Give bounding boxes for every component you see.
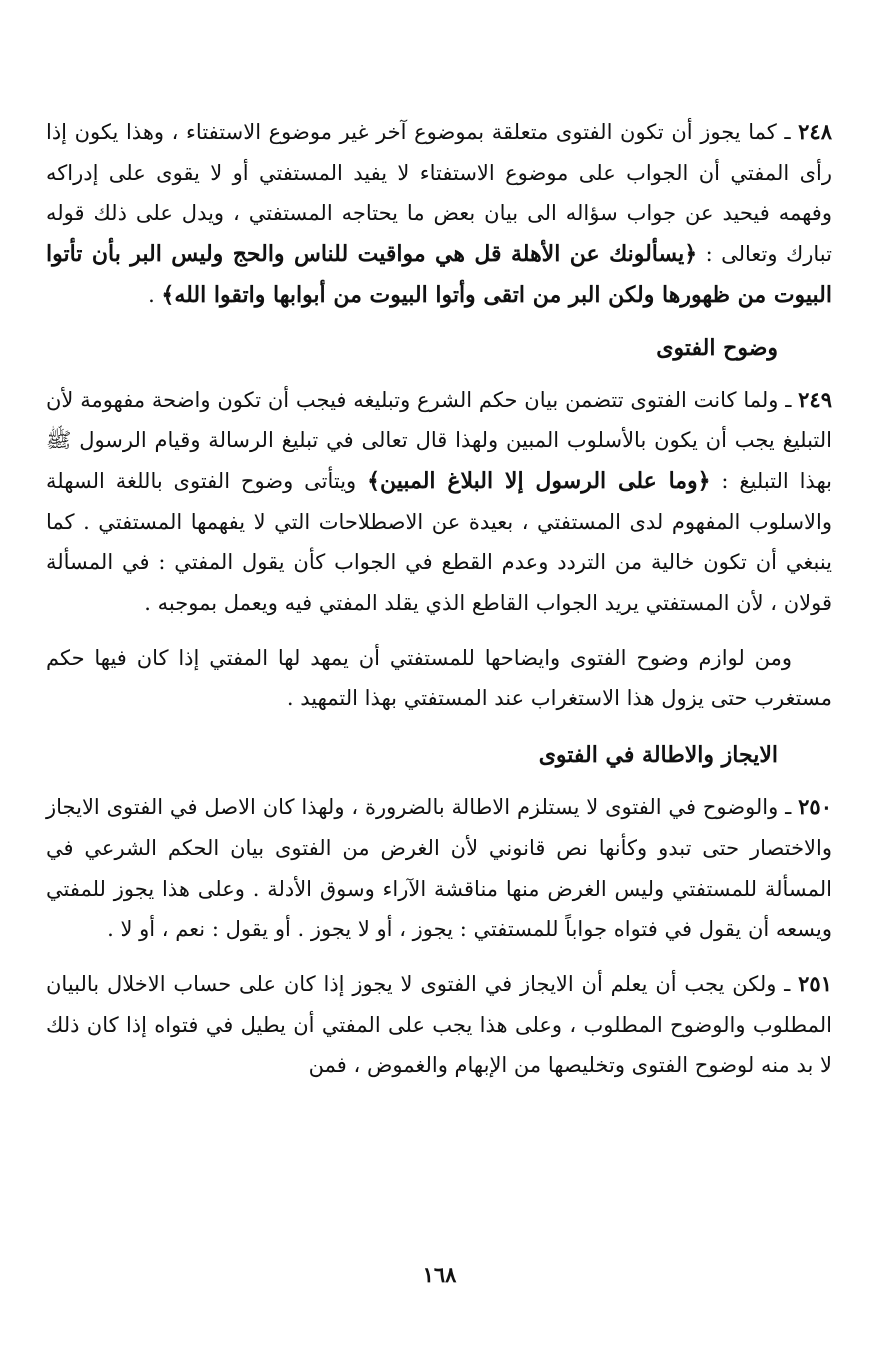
page-body — [46, 112, 832, 1086]
paragraph-248 — [46, 112, 832, 316]
paragraph-number: ٢٤٩ — [798, 386, 832, 412]
paragraph-number: ٢٥٠ — [798, 794, 832, 820]
page-number: ١٦٨ — [422, 1262, 457, 1287]
paragraph-249 — [46, 380, 832, 624]
paragraph-text: ـ ولما كانت الفتوى تتضمن بيان حكم الشرع وتبليغه فيجب أن تكون واضحة مفهومة لأن التبليغ يجب أن يكون بالأسلوب المبين ولهذا قال تعالى في تبليغ الرسالة وقيام الرسول ﷺ بهذا التبليغ : — [46, 387, 832, 493]
section-heading-clarity: وضوح الفتوى — [656, 334, 778, 361]
paragraph-number: ٢٤٨ — [798, 119, 832, 144]
paragraph-text: ـ كما يجوز أن تكون الفتوى متعلقة بموضوع آخر غير موضوع الاستفتاء ، وهذا يكون إذا رأى المفتي أن الجواب على موضوع الاستفتاء لا يفيد المستفتي أو لا يقوى على إدراكه وفهمه فيحيد عن جواب سؤاله الى بيان بعض ما يحتاجه المستفتي ، ويدل على ذلك قوله تبارك وتعالى : — [46, 120, 832, 267]
paragraph-end: . — [148, 282, 162, 307]
paragraph-text: ـ ولكن يجب أن يعلم أن الايجاز في الفتوى لا يجوز إذا كان على حساب الاخلال بالبيان المطلوب والوضوح المطلوب ، وعلى هذا يجب على المفتي أن يطيل في فتواه إذا كان ذلك لا بد منه لوضوح الفتوى وتخليصها من الإبهام والغموض ، فمن — [46, 971, 832, 1078]
paragraph-249-continued: ومن لوازم وضوح الفتوى وايضاحها للمستفتي أن يمهد لها المفتي إذا كان فيها حكم مستغرب حتى يزول هذا الاستغراب عند المستفتي بهذا التمهيد . — [46, 645, 832, 711]
paragraph-text: ـ والوضوح في الفتوى لا يستلزم الاطالة بالضرورة ، ولهذا كان الاصل في الفتوى الايجاز والاختصار حتى تبدو وكأنها نص قانوني لأن الغرض من الفتوى بيان الحكم الشرعي في المسألة للمستفتي وليس الغرض منها مناقشة الآراء وسوق الأدلة . وعلى هذا يجوز للمفتي ويسعه أن يقول في فتواه جواباً للمستفتي : يجوز ، أو لا يجوز . أو يقول : نعم ، أو لا . — [46, 795, 832, 942]
paragraph-text-continued: ويتأتى وضوح الفتوى باللغة السهلة والاسلوب المفهوم لدى المستفتي ، بعيدة عن الاصطلاحات التي لا يفهمها المستفتي . كما ينبغي أن تكون خالية من التردد وعدم القطع في الجواب كأن يقول المفتي : في المسألة قولان ، لأن المستفتي يريد الجواب القاطع الذي يقلد المفتي فيه ويعمل بموجبه . — [46, 468, 832, 616]
quran-verse: ﴿وما على الرسول إلا البلاغ المبين﴾ — [367, 467, 711, 494]
section-heading-brevity: الايجاز والاطالة في الفتوى — [538, 742, 778, 769]
quran-verse: ﴿يسألونك عن الأهلة قل هي مواقيت للناس والحج وليس البر بأن تأتوا البيوت من ظهورها ولكن البر من اتقى وأتوا البيوت من أبوابها واتقوا الله﴾ — [46, 241, 832, 308]
paragraph-250 — [46, 787, 832, 950]
paragraph-number: ٢٥١ — [798, 970, 832, 996]
paragraph-251 — [46, 964, 832, 1086]
